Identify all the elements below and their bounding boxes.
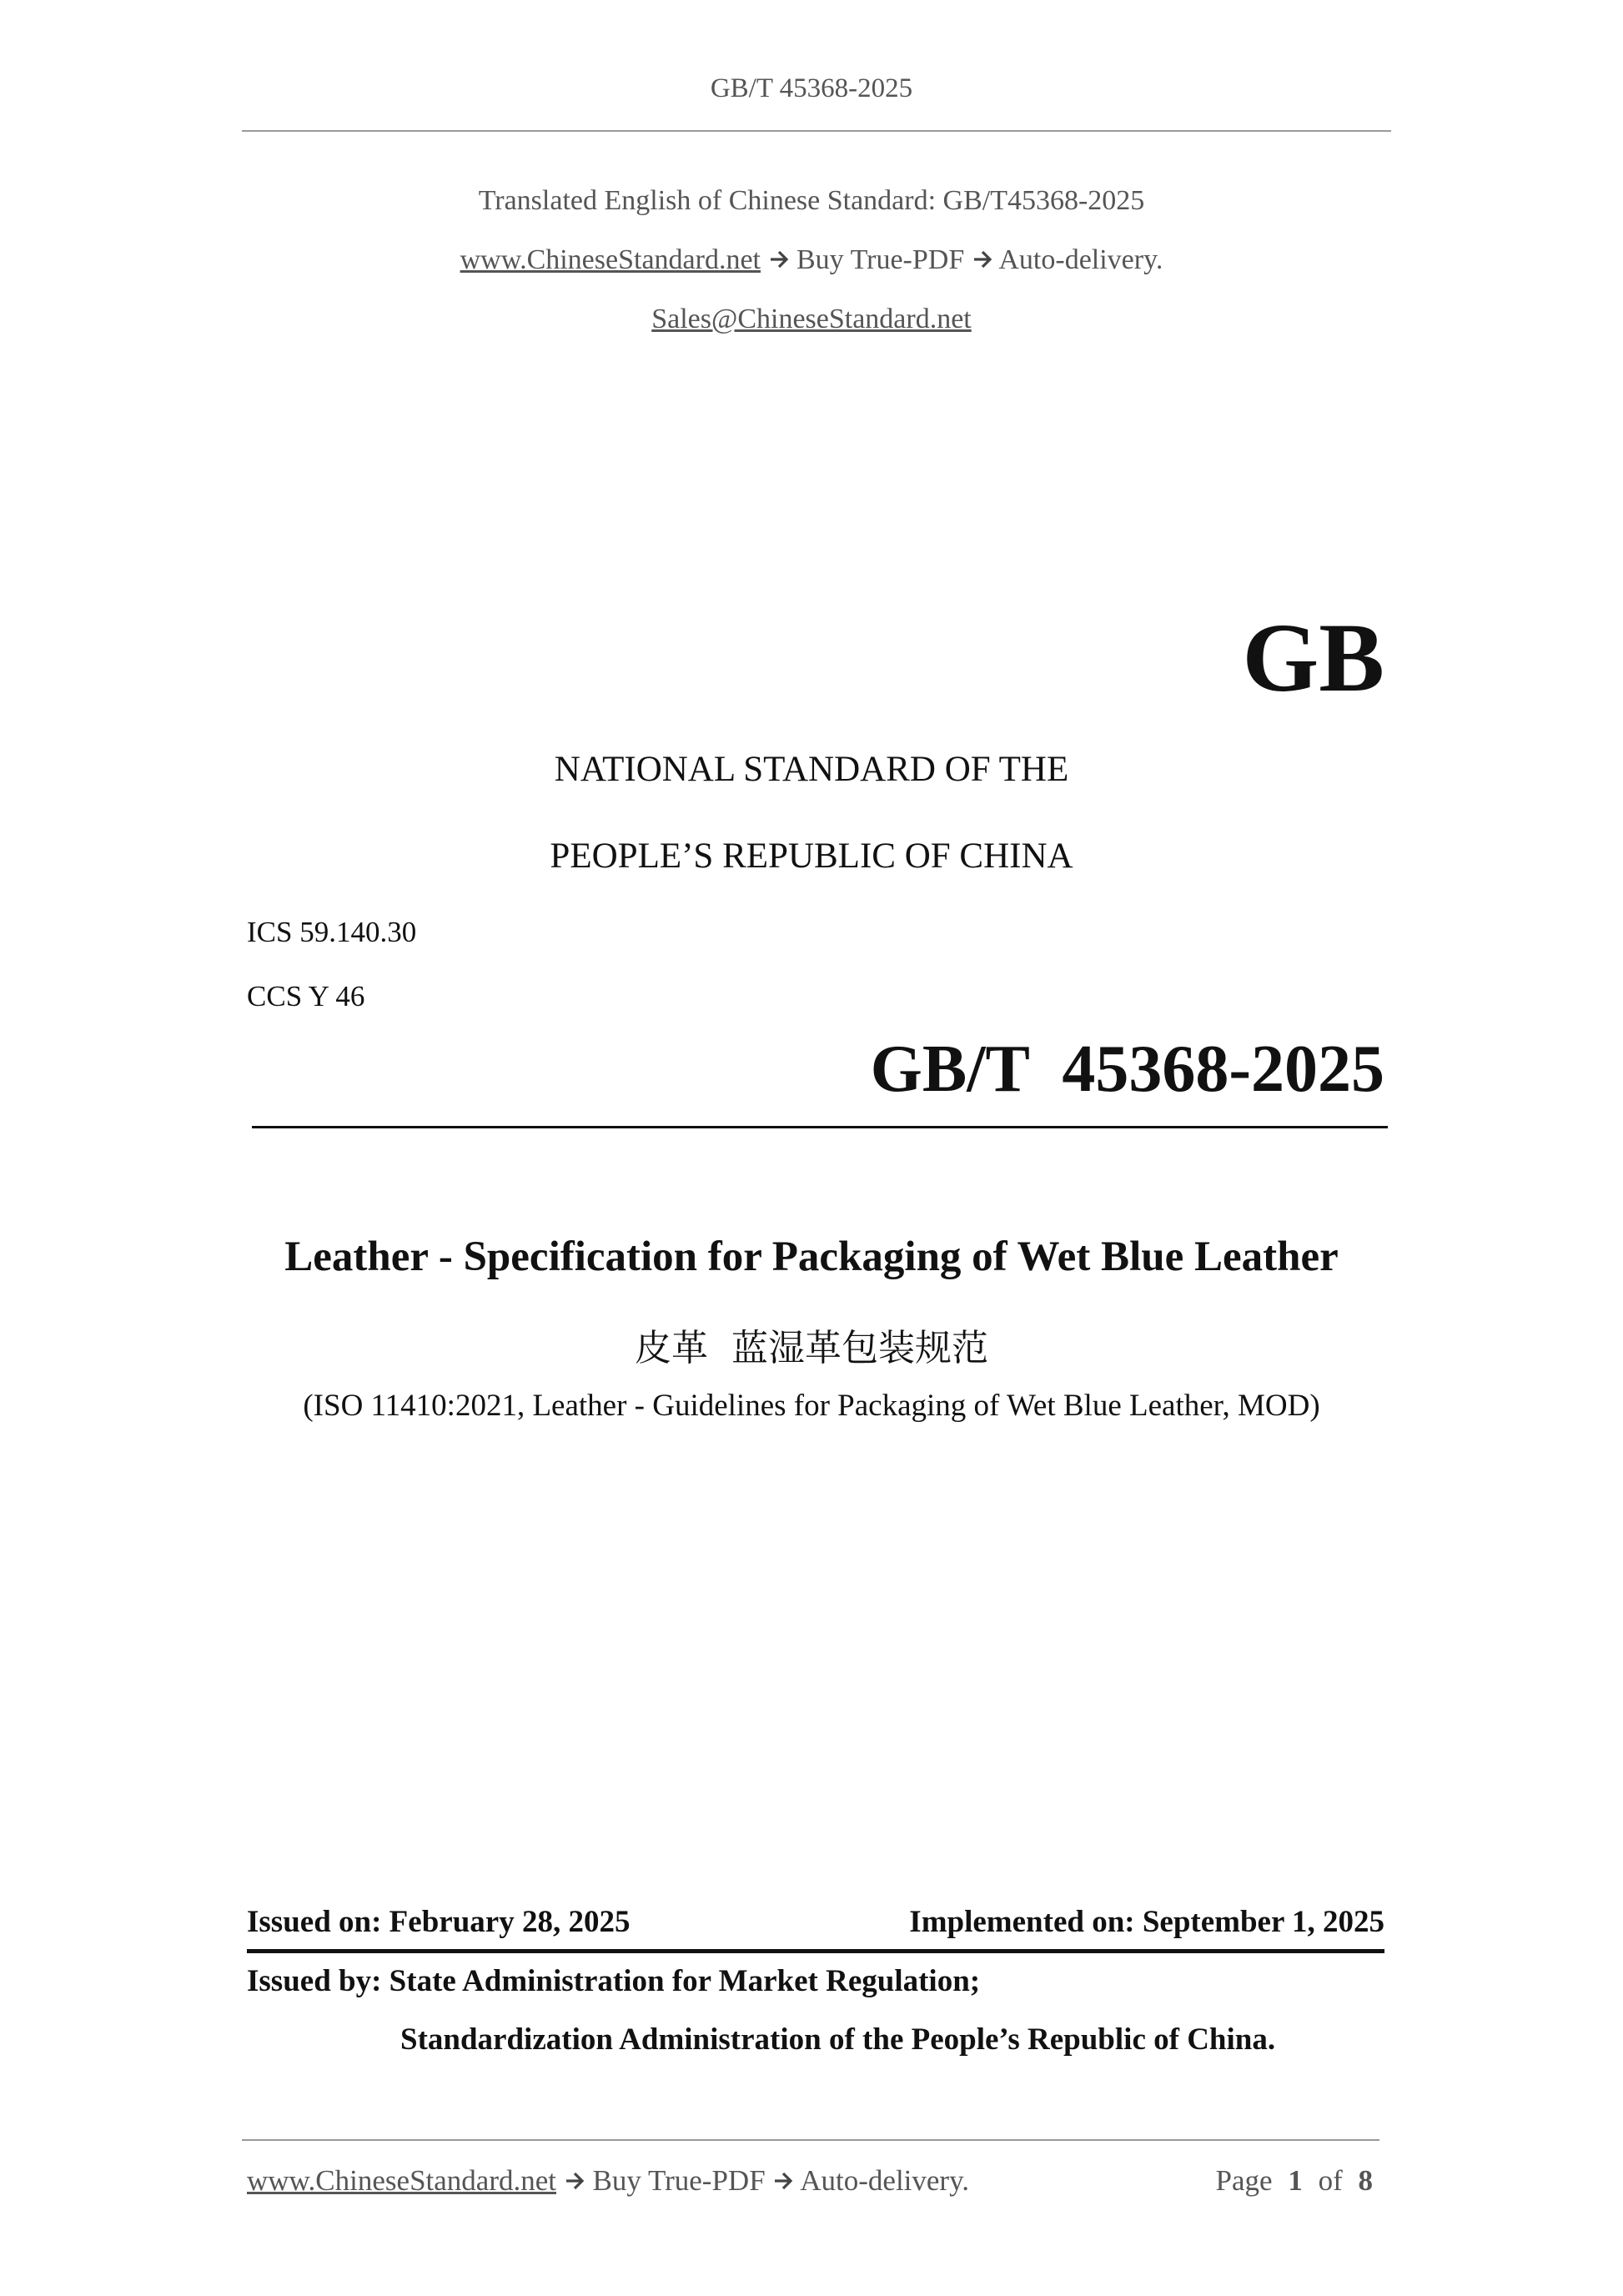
running-header: GB/T 45368-2025 xyxy=(710,73,913,103)
promo-line: Translated English of Chinese Standard: GB/T45368-2025 xyxy=(478,185,1145,216)
footer-divider xyxy=(242,2139,1379,2141)
arrow-right-icon xyxy=(768,247,790,272)
footer-delivery-text: Auto-delivery. xyxy=(800,2164,970,2197)
arrow-right-icon xyxy=(972,247,993,272)
buy-true-pdf-text: Buy True-PDF xyxy=(796,244,965,275)
implemented-on: Implemented on: September 1, 2025 xyxy=(909,1905,1384,1939)
arrow-right-icon xyxy=(772,2168,794,2193)
auto-delivery-text: Auto-delivery. xyxy=(998,244,1163,275)
issued-by-line2: Standardization Administration of the People’s Republic of China. xyxy=(400,2022,1276,2057)
page-of: of xyxy=(1318,2164,1343,2197)
footer-links xyxy=(247,2164,969,2198)
issue-rule xyxy=(247,1949,1384,1953)
arrow-right-icon xyxy=(564,2168,585,2193)
footer-site-link[interactable]: www.ChineseStandard.net xyxy=(247,2164,556,2197)
page-indicator xyxy=(1216,2164,1373,2198)
ics-code: ICS 59.140.30 xyxy=(247,916,417,948)
standard-number-rule xyxy=(252,1126,1388,1128)
sales-email-line xyxy=(0,304,1623,335)
page-current: 1 xyxy=(1288,2164,1303,2197)
standard-number: GB/T 45368-2025 xyxy=(870,1032,1384,1106)
national-standard-line1: NATIONAL STANDARD OF THE xyxy=(554,750,1069,789)
english-title: Leather - Specification for Packaging of Wet Blue Leather xyxy=(284,1233,1339,1280)
footer-buy-text: Buy True-PDF xyxy=(592,2164,766,2197)
page-label: Page xyxy=(1215,2164,1273,2197)
ccs-code: CCS Y 46 xyxy=(247,980,365,1012)
issued-by-line1: Issued by: State Administration for Market Regulation; xyxy=(247,1964,981,1998)
issued-on: Issued on: February 28, 2025 xyxy=(247,1905,631,1939)
page-total: 8 xyxy=(1358,2164,1373,2197)
gb-mark: GB xyxy=(1242,603,1384,712)
promo-links-line xyxy=(0,244,1623,276)
site-link[interactable]: www.ChineseStandard.net xyxy=(460,244,761,275)
sales-email-link[interactable]: Sales@ChineseStandard.net xyxy=(651,304,972,334)
chinese-title: 皮革 蓝湿革包装规范 xyxy=(635,1327,988,1369)
iso-reference: (ISO 11410:2021, Leather - Guidelines for Packaging of Wet Blue Leather, MOD) xyxy=(303,1389,1320,1423)
header-divider xyxy=(242,130,1391,132)
national-standard-line2: PEOPLE’S REPUBLIC OF CHINA xyxy=(550,837,1073,876)
